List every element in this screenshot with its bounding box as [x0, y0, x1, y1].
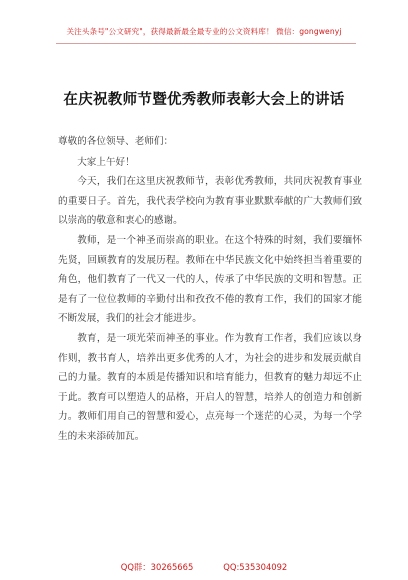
paragraph-greeting: 大家上午好！ — [77, 156, 135, 168]
document-title: 在庆祝教师节暨优秀教师表彰大会上的讲话 — [63, 92, 345, 108]
footer-qq: QQ:535304092 — [223, 562, 288, 572]
footer-contact — [0, 561, 408, 573]
document-body — [58, 132, 362, 447]
footer-qq-group: QQ群：30265665 — [120, 562, 194, 572]
paragraph: 教育，是一项光荣而神圣的事业。作为教育工作者，我们应该以身作则，教书育人，培养出更多优秀的人才，为社会的进步和发展贡献自己的力量。教育的本质是传播知识和培育能力，但教育的魅力却远不止于此。教育可以塑造人的品格，开启人的智慧，培养人的创造力和创新力。教师们用自己的智慧和爱心，点亮每一个迷茫的心灵，为每一个学生的未来添砖加瓦。 — [58, 332, 362, 442]
paragraph: 教师，是一个神圣而崇高的职业。在这个特殊的时刻，我们要缅怀先贤，回顾教育的发展历程。教师在中华民族文化中始终担当着重要的角色，他们教育了一代又一代的人，传承了中华民族的文明和智慧。正是有了一位位教师的辛勤付出和孜孜不倦的教育工作，我们的国家才能不断发展，我们的社会才能进步。 — [58, 234, 362, 325]
header-divider — [56, 43, 356, 44]
paragraph: 今天，我们在这里庆祝教师节，表彰优秀教师，共同庆祝教育事业的重要日子。首先，我代表学校向为教育事业默默奉献的广大教师们致以崇高的敬意和衷心的感谢。 — [58, 176, 362, 227]
header-banner: 关注头条号"公文研究"，获得最新最全最专业的公文资料库！ 微信：gongwenyj — [66, 27, 342, 36]
salutation: 尊敬的各位领导、老师们： — [58, 136, 174, 147]
